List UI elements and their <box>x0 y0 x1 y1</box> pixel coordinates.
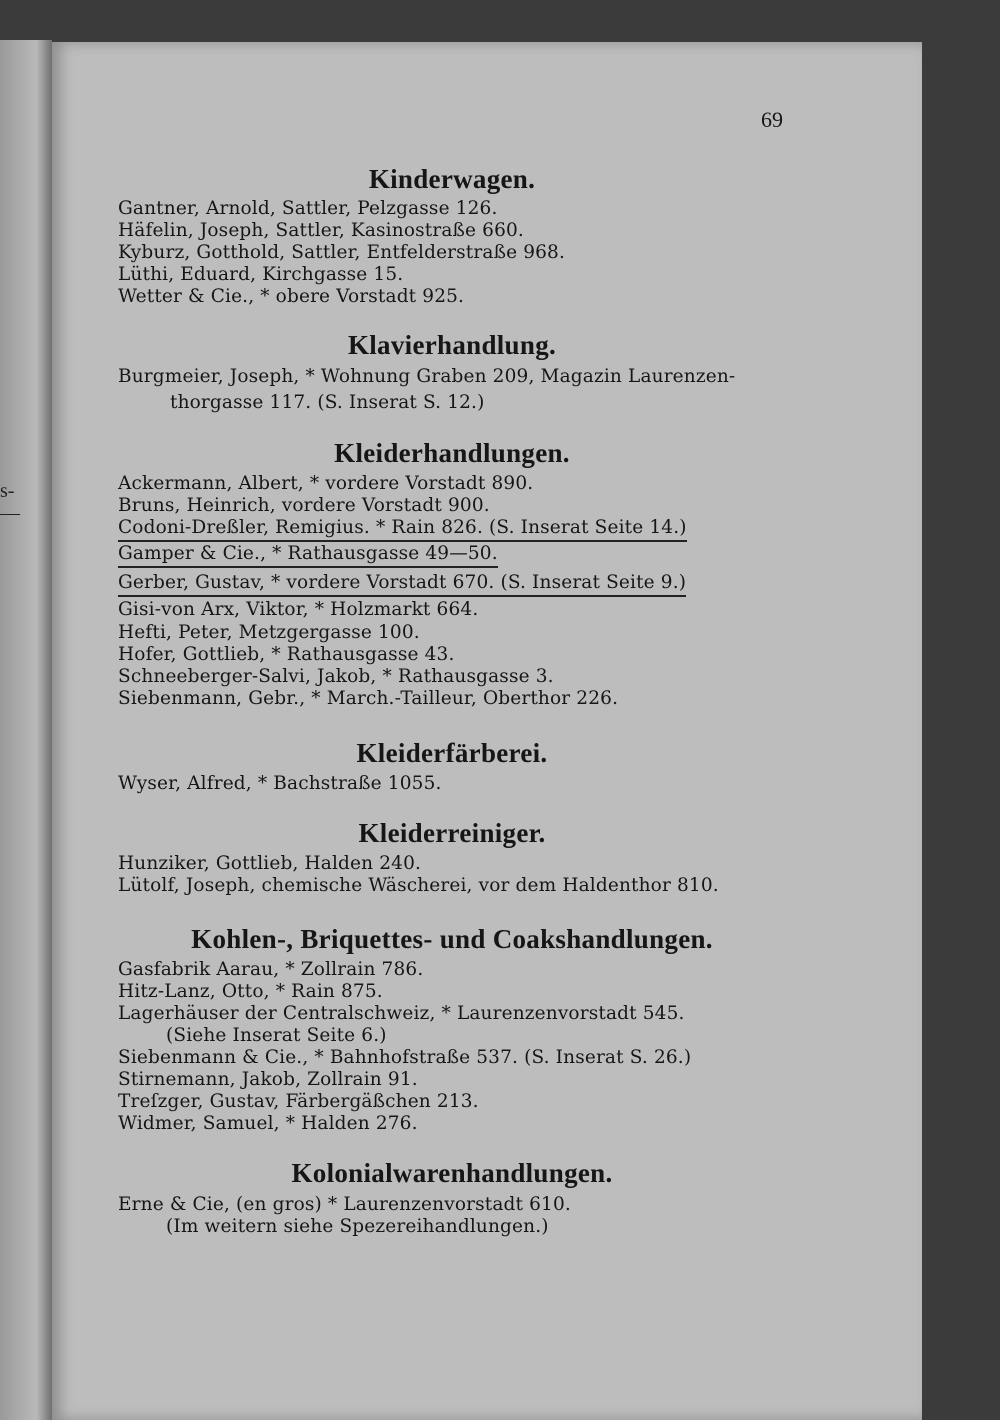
directory-entry: Burgmeier, Joseph, * Wohnung Graben 209, Magazin Laurenzen- <box>118 366 736 387</box>
directory-entry: Hunziker, Gottlieb, Halden 240. <box>118 853 422 874</box>
directory-entry: Schneeberger-Salvi, Jakob, * Rathausgasse 3. <box>118 666 554 687</box>
directory-entry: Wetter & Cie., * obere Vorstadt 925. <box>118 286 465 307</box>
directory-entry-continuation: thorgasse 117. (S. Inserat S. 12.) <box>170 392 485 413</box>
facing-page-edge <box>0 40 52 1420</box>
section-heading: Kinderwagen. <box>368 164 536 194</box>
margin-fragment: s- <box>0 480 15 502</box>
directory-page <box>52 42 922 1420</box>
directory-entry: Hofer, Gottlieb, * Rathausgasse 43. <box>118 644 455 665</box>
directory-entry: Kyburz, Gotthold, Sattler, Entfelderstraße 968. <box>118 242 565 263</box>
directory-entry: Lütolf, Joseph, chemische Wäscherei, vor dem Haldenthor 810. <box>118 875 719 896</box>
directory-entry: Bruns, Heinrich, vordere Vorstadt 900. <box>118 495 490 516</box>
section-heading: Kohlen-, Briquettes- und Coakshandlungen. <box>191 924 713 954</box>
directory-entry: Gamper & Cie., * Rathausgasse 49—50. <box>118 543 498 568</box>
directory-entry: Codoni-Dreßler, Remigius. * Rain 826. (S. Inserat Seite 14.) <box>118 517 687 542</box>
section-heading: Klavierhandlung. <box>347 330 557 360</box>
section-heading: Kolonialwarenhandlungen. <box>291 1158 613 1188</box>
section-heading: Kleiderhandlungen. <box>334 438 570 468</box>
directory-entry: Ackermann, Albert, * vordere Vorstadt 890. <box>118 473 534 494</box>
directory-entry: Treſzger, Gustav, Färbergäßchen 213. <box>118 1091 479 1112</box>
directory-entry: Lüthi, Eduard, Kirchgasse 15. <box>118 264 404 285</box>
directory-entry: Siebenmann & Cie., * Bahnhofstraße 537. (S. Inserat S. 26.) <box>118 1047 692 1068</box>
directory-entry: Hefti, Peter, Metzgergasse 100. <box>118 622 420 643</box>
directory-entry: Gasfabrik Aarau, * Zollrain 786. <box>118 959 424 980</box>
directory-entry: Gerber, Gustav, * vordere Vorstadt 670. (S. Inserat Seite 9.) <box>118 572 686 597</box>
margin-fragment: — <box>0 502 20 524</box>
directory-entry: Siebenmann, Gebr., * March.-Tailleur, Oberthor 226. <box>118 688 619 709</box>
directory-entry: Stirnemann, Jakob, Zollrain 91. <box>118 1069 418 1090</box>
directory-entry-continuation: (Im weitern siehe Spezereihandlungen.) <box>166 1216 549 1237</box>
directory-entry: Lagerhäuser der Centralschweiz, * Laurenzenvorstadt 545. <box>118 1003 685 1024</box>
directory-entry: Gantner, Arnold, Sattler, Pelzgasse 126. <box>118 198 498 219</box>
directory-entry: Widmer, Samuel, * Halden 276. <box>118 1113 418 1134</box>
section-heading: Kleiderreiniger. <box>358 818 546 848</box>
directory-entry: Hitz-Lanz, Otto, * Rain 875. <box>118 981 383 1002</box>
directory-entry: Häfelin, Joseph, Sattler, Kasinostraße 660. <box>118 220 524 241</box>
directory-entry-continuation: (Siehe Inserat Seite 6.) <box>166 1025 387 1046</box>
directory-entry: Gisi-von Arx, Viktor, * Holzmarkt 664. <box>118 599 479 620</box>
directory-entry: Wyser, Alfred, * Bachstraße 1055. <box>118 773 442 794</box>
directory-entry: Erne & Cie, (en gros) * Laurenzenvorstadt 610. <box>118 1194 571 1215</box>
section-heading: Kleiderfärberei. <box>356 738 548 768</box>
page-number: 69 <box>761 107 783 132</box>
